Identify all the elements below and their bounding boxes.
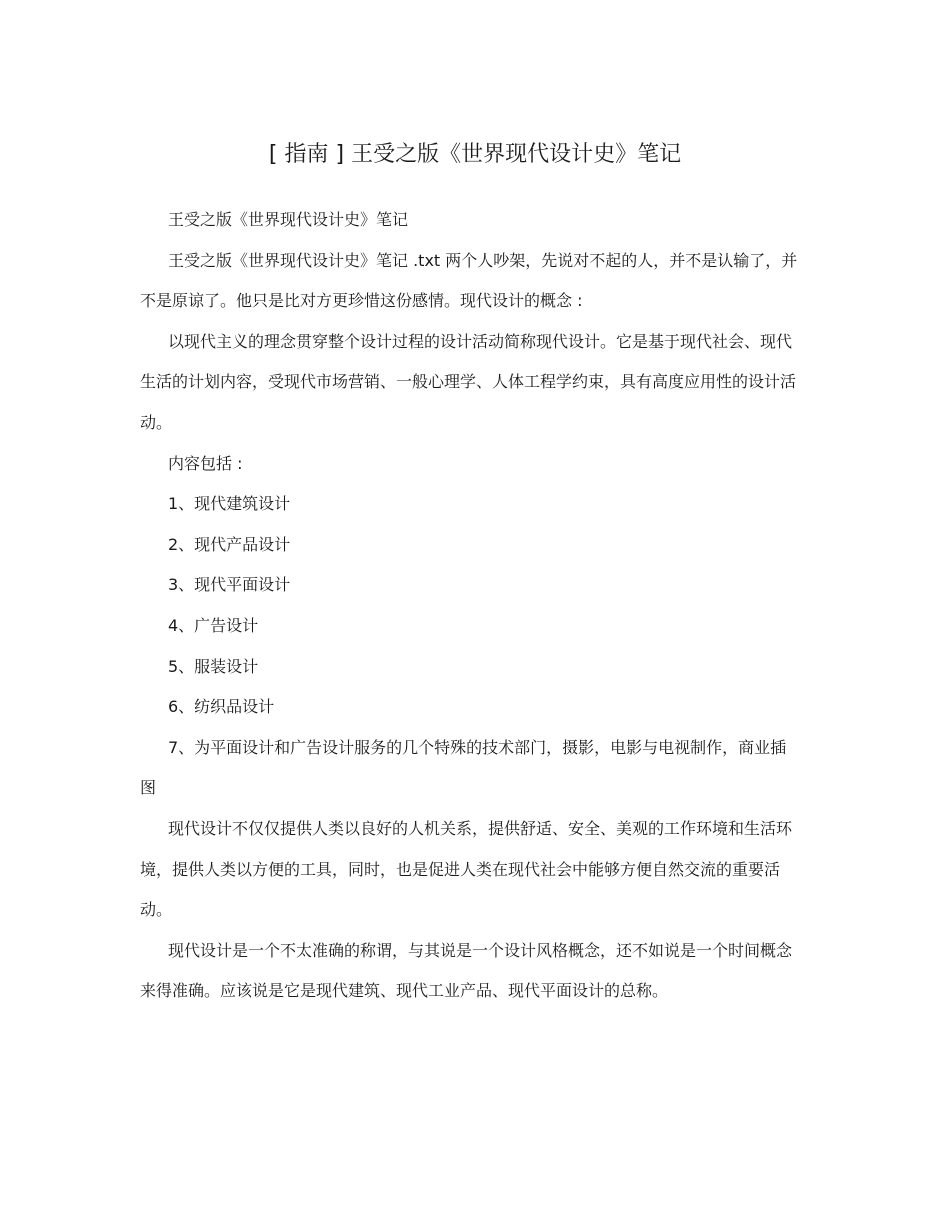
document-body <box>140 200 800 1012</box>
paragraph-terminology: 现代设计是一个不太准确的称谓，与其说是一个设计风格概念，还不如说是一个时间概念来得准确。应该说是它是现代建筑、现代工业产品、现代平面设计的总称。 <box>140 940 793 1001</box>
list-item: 2、现代产品设计 <box>168 534 291 554</box>
paragraph-definition: 以现代主义的理念贯穿整个设计过程的设计活动简称现代设计。它是基于现代社会、现代生活的计划内容，受现代市场营销、一般心理学、人体工程学约束，具有高度应用性的设计活动。 <box>140 331 797 432</box>
list-item: 5、服装设计 <box>168 656 259 676</box>
list-item: 7、为平面设计和广告设计服务的几个特殊的技术部门，摄影，电影与电视制作，商业插图 <box>140 737 787 798</box>
page-title: [ 指南 ] 王受之版《世界现代设计史》笔记 <box>268 142 682 167</box>
paragraph-purpose: 现代设计不仅仅提供人类以良好的人机关系，提供舒适、安全、美观的工作环境和生活环境，提供人类以方便的工具，同时，也是促进人类在现代社会中能够方便自然交流的重要活动。 <box>140 818 793 920</box>
list-item: 4、广告设计 <box>168 615 259 635</box>
paragraph-contents-heading: 内容包括 : <box>168 453 243 473</box>
list-item: 6、纺织品设计 <box>168 697 275 717</box>
paragraph-subtitle: 王受之版《世界现代设计史》笔记 <box>168 210 409 229</box>
list-item: 1、现代建筑设计 <box>168 494 291 514</box>
list-item: 3、现代平面设计 <box>168 575 291 595</box>
paragraph-intro: 王受之版《世界现代设计史》笔记 .txt 两个人吵架，先说对不起的人，并不是认输了，并不是原谅了。他只是比对方更珍惜这份感情。现代设计的概念 : <box>140 250 798 311</box>
